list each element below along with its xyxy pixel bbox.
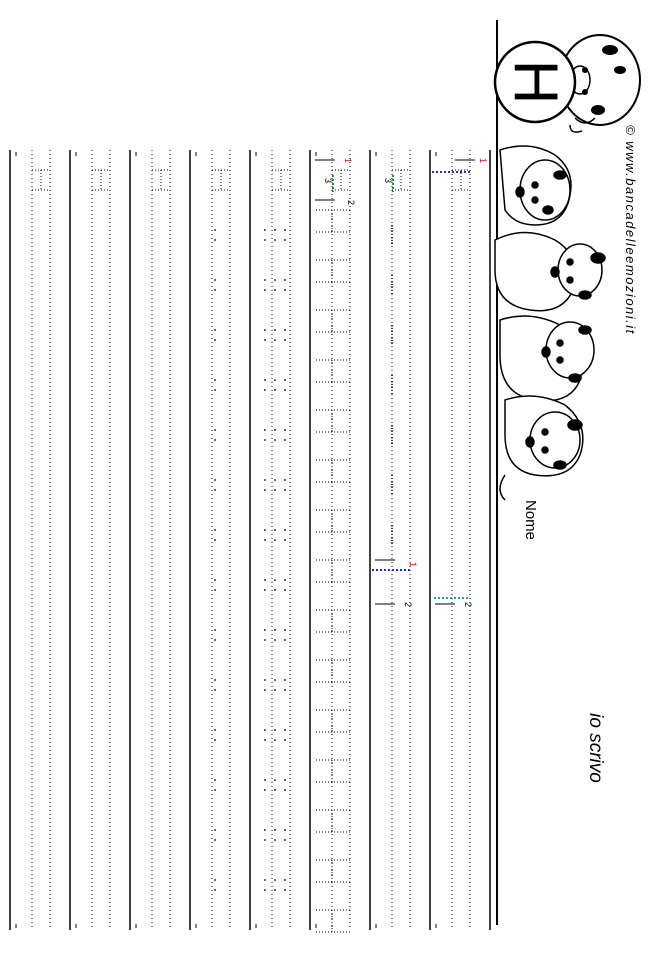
practice-dot (264, 629, 266, 631)
practice-dot (274, 729, 276, 731)
stroke-order-number: 1 (408, 562, 418, 568)
practice-dot (214, 289, 216, 291)
practice-dot (214, 339, 216, 341)
writing-grid (10, 150, 490, 932)
practice-dot (264, 529, 266, 531)
practice-dot (274, 289, 276, 291)
practice-dot (214, 529, 216, 531)
stroke-order-number: 3 (323, 178, 333, 184)
practice-dot (264, 539, 266, 541)
practice-dot (274, 829, 276, 831)
practice-dot (264, 329, 266, 331)
practice-dot (284, 739, 286, 741)
practice-dot (264, 879, 266, 881)
practice-dot (274, 589, 276, 591)
practice-dot (214, 789, 216, 791)
practice-dot (274, 279, 276, 281)
practice-dot (284, 889, 286, 891)
puppies-illustration (495, 146, 605, 500)
practice-dot (214, 739, 216, 741)
stroke-order-number: 2 (346, 200, 356, 206)
practice-dot (214, 879, 216, 881)
practice-dot (284, 629, 286, 631)
practice-dot (264, 829, 266, 831)
practice-dot (274, 579, 276, 581)
practice-dot (274, 379, 276, 381)
practice-dot (284, 879, 286, 881)
practice-dot (264, 439, 266, 441)
practice-dot (214, 589, 216, 591)
practice-dot (214, 829, 216, 831)
practice-dot (264, 639, 266, 641)
practice-dot (214, 239, 216, 241)
practice-dot (284, 329, 286, 331)
big-letter-h-glyph (501, 60, 570, 105)
practice-dot (284, 479, 286, 481)
practice-dot (284, 439, 286, 441)
practice-dot (274, 839, 276, 841)
practice-dot (274, 779, 276, 781)
practice-dot (284, 239, 286, 241)
practice-dot (274, 629, 276, 631)
practice-dot (214, 429, 216, 431)
practice-dot (264, 589, 266, 591)
practice-dot (264, 429, 266, 431)
practice-dot (284, 229, 286, 231)
practice-dot (214, 729, 216, 731)
practice-dot (274, 489, 276, 491)
practice-dot (214, 329, 216, 331)
practice-dot (264, 789, 266, 791)
practice-dot (274, 889, 276, 891)
header (495, 20, 640, 925)
practice-dot (214, 579, 216, 581)
big-letter: H (500, 59, 570, 105)
practice-dot (274, 539, 276, 541)
practice-dot (264, 379, 266, 381)
practice-dot (214, 489, 216, 491)
practice-dot (214, 479, 216, 481)
practice-dot (214, 679, 216, 681)
practice-dot (214, 379, 216, 381)
practice-dot (274, 239, 276, 241)
practice-dot (214, 539, 216, 541)
practice-dot (284, 579, 286, 581)
practice-dot (284, 729, 286, 731)
practice-dot (264, 689, 266, 691)
practice-dot (274, 689, 276, 691)
practice-dot (284, 589, 286, 591)
stroke-order-number: 1 (478, 158, 488, 164)
practice-dot (274, 639, 276, 641)
practice-dot (274, 339, 276, 341)
practice-dot (284, 489, 286, 491)
practice-dot (264, 679, 266, 681)
practice-dot (214, 229, 216, 231)
stroke-order-number: 2 (463, 602, 473, 608)
practice-dot (284, 639, 286, 641)
stroke-order-number: 1 (343, 158, 353, 164)
practice-dot (284, 829, 286, 831)
practice-dot (274, 429, 276, 431)
credit-text: © www.bancadelleemozioni.it (623, 125, 638, 335)
practice-dot (214, 389, 216, 391)
practice-dot (264, 729, 266, 731)
name-label: Nome (522, 500, 539, 541)
practice-dot (284, 289, 286, 291)
practice-dot (264, 839, 266, 841)
practice-dot (274, 529, 276, 531)
practice-dot (264, 339, 266, 341)
practice-dot (264, 279, 266, 281)
practice-dot (284, 839, 286, 841)
practice-dot (274, 389, 276, 391)
practice-dot (284, 679, 286, 681)
practice-dot (274, 739, 276, 741)
practice-dot (214, 639, 216, 641)
practice-dot (264, 239, 266, 241)
cloud-text: io scrivo (585, 713, 606, 783)
practice-dot (264, 229, 266, 231)
practice-dot (274, 879, 276, 881)
stroke-order-number: 3 (383, 178, 393, 184)
practice-dot (264, 889, 266, 891)
practice-dot (214, 689, 216, 691)
stroke-order-number: 2 (403, 602, 413, 608)
practice-dot (274, 439, 276, 441)
practice-dot (264, 489, 266, 491)
practice-dot (284, 689, 286, 691)
practice-dot (274, 479, 276, 481)
practice-dot (284, 429, 286, 431)
practice-dot (274, 229, 276, 231)
practice-dot (264, 389, 266, 391)
practice-dot (264, 739, 266, 741)
practice-dot (214, 629, 216, 631)
practice-dot (284, 279, 286, 281)
practice-dot (284, 389, 286, 391)
practice-dot (264, 289, 266, 291)
practice-dot (214, 779, 216, 781)
practice-dot (284, 339, 286, 341)
practice-dot (264, 479, 266, 481)
practice-dot (274, 679, 276, 681)
practice-dot (264, 579, 266, 581)
practice-dot (264, 779, 266, 781)
practice-dot (284, 529, 286, 531)
practice-dot (214, 439, 216, 441)
practice-dot (214, 279, 216, 281)
practice-dot (284, 539, 286, 541)
practice-dot (274, 789, 276, 791)
practice-dot (274, 329, 276, 331)
practice-dot (214, 839, 216, 841)
practice-dot (284, 779, 286, 781)
practice-dot (214, 889, 216, 891)
practice-dot (284, 789, 286, 791)
practice-dot (284, 379, 286, 381)
